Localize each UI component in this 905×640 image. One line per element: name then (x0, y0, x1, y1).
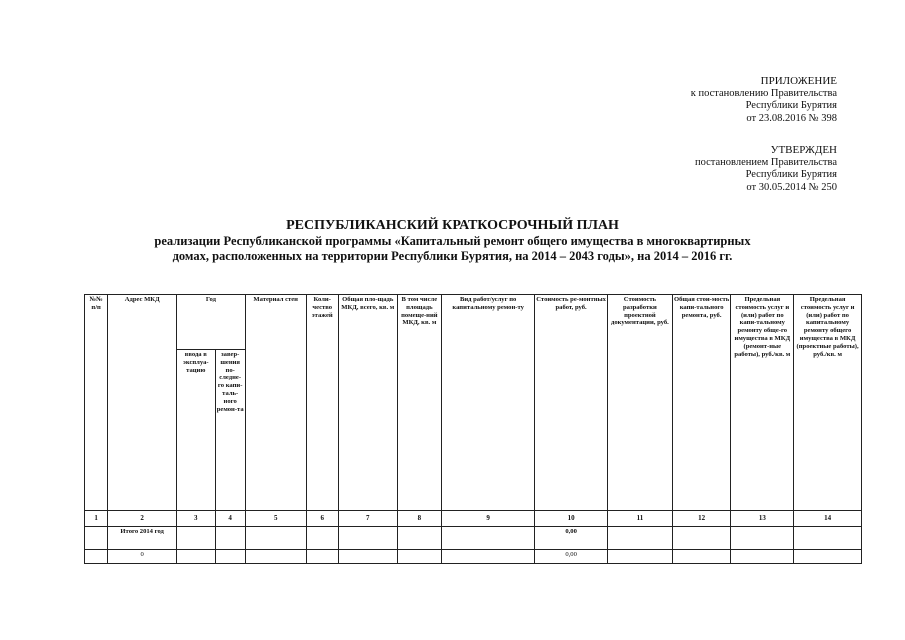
header-num: №№ п/п (85, 295, 108, 511)
column-number: 10 (535, 511, 608, 527)
header-total-repair-cost: Общая стои-мость капи-тального ремонта, руб. (672, 295, 731, 511)
sum-works-cost-cell: 0,00 (535, 550, 608, 564)
table-cell (731, 550, 794, 564)
total-label-cell: Итого 2014 год (108, 527, 177, 550)
title-sub-line-1: реализации Республиканской программы «Капитальный ремонт общего имущества в многоквартирных (154, 234, 751, 248)
column-number: 13 (731, 511, 794, 527)
header-total-area: Общая пло-щадь МКД, всего, кв. м (338, 295, 397, 511)
header-max-cost-repair: Предельная стоимость услуг и (или) работ по капи-тальному ремонту обще-го имущества в МКД (ремонт-ные работы), руб./кв. м (731, 295, 794, 511)
table-row-sum (85, 550, 862, 564)
table-cell (442, 527, 535, 550)
column-number: 9 (442, 511, 535, 527)
column-number: 14 (794, 511, 862, 527)
approval-line: Республики Бурятия (745, 100, 837, 112)
total-works-cost-cell: 0,00 (535, 527, 608, 550)
table-cell (794, 527, 862, 550)
approval-heading: ПРИЛОЖЕНИЕ (760, 75, 837, 87)
table-cell (177, 527, 215, 550)
approval-stamp-2 (577, 144, 837, 194)
table-cell (672, 550, 731, 564)
table-cell (245, 550, 306, 564)
header-year: Год (177, 295, 246, 350)
table-cell (672, 527, 731, 550)
approval-line: к постановлению Правительства (690, 87, 837, 99)
approval-line: Республики Бурятия (745, 169, 837, 181)
table-cell (306, 527, 338, 550)
column-number: 4 (215, 511, 245, 527)
title-main: РЕСПУБЛИКАНСКИЙ КРАТКОСРОЧНЫЙ ПЛАН (286, 218, 619, 233)
table-cell (338, 550, 397, 564)
plan-table (84, 294, 862, 564)
header-design-cost: Стоимость разработки проектной документации, руб. (608, 295, 673, 511)
column-number: 2 (108, 511, 177, 527)
sum-count-cell: 0 (108, 550, 177, 564)
column-number: 11 (608, 511, 673, 527)
header-work-type: Вид работ/услуг по капитальному ремон-ту (442, 295, 535, 511)
table-cell (338, 527, 397, 550)
approval-line: постановлением Правительства (694, 156, 837, 168)
column-number: 1 (85, 511, 108, 527)
table-cell (306, 550, 338, 564)
table-cell (442, 550, 535, 564)
column-number: 5 (245, 511, 306, 527)
header-address: Адрес МКД (108, 295, 177, 511)
header-wall-material: Материал стен (245, 295, 306, 511)
column-number: 6 (306, 511, 338, 527)
table-cell (397, 527, 442, 550)
column-number: 3 (177, 511, 215, 527)
table-row-total-2014 (85, 527, 862, 550)
table-cell (245, 527, 306, 550)
title-sub-line-2: домах, расположенных на территории Республики Бурятия, на 2014 – 2043 годы», на 2014 – 2016 гг. (172, 248, 733, 263)
approval-date: от 23.08.2016 № 398 (746, 112, 837, 124)
approval-stamp-1 (577, 75, 837, 125)
table-cell (215, 527, 245, 550)
approval-date: от 30.05.2014 № 250 (746, 181, 837, 193)
table-cell (608, 527, 673, 550)
column-number: 8 (397, 511, 442, 527)
table-cell (397, 550, 442, 564)
header-max-cost-design: Предельная стоимость услуг и (или) работ по капитальному ремонту общего имущества в МКД (проектные работы), руб./кв. м (794, 295, 862, 511)
table-cell (608, 550, 673, 564)
header-year-last-repair: завер-шения по-следне-го капи-таль-ного ремон-та (215, 350, 245, 511)
header-year-commission: ввода в эксплуа-тацию (177, 350, 215, 511)
header-works-cost: Стоимость ре-монтных работ, руб. (535, 295, 608, 511)
table-cell (85, 550, 108, 564)
column-number: 7 (338, 511, 397, 527)
document-title (40, 218, 865, 263)
column-number: 12 (672, 511, 731, 527)
table-cell (731, 527, 794, 550)
header-premises-area: В том числе площадь помеще-ний МКД, кв. м (397, 295, 442, 511)
approval-heading: УТВЕРЖДЕН (770, 144, 837, 156)
table-cell (794, 550, 862, 564)
header-floors: Коли-чество этажей (306, 295, 338, 511)
column-number-row (85, 511, 862, 527)
table-cell (177, 550, 215, 564)
table-cell (215, 550, 245, 564)
table-cell (85, 527, 108, 550)
